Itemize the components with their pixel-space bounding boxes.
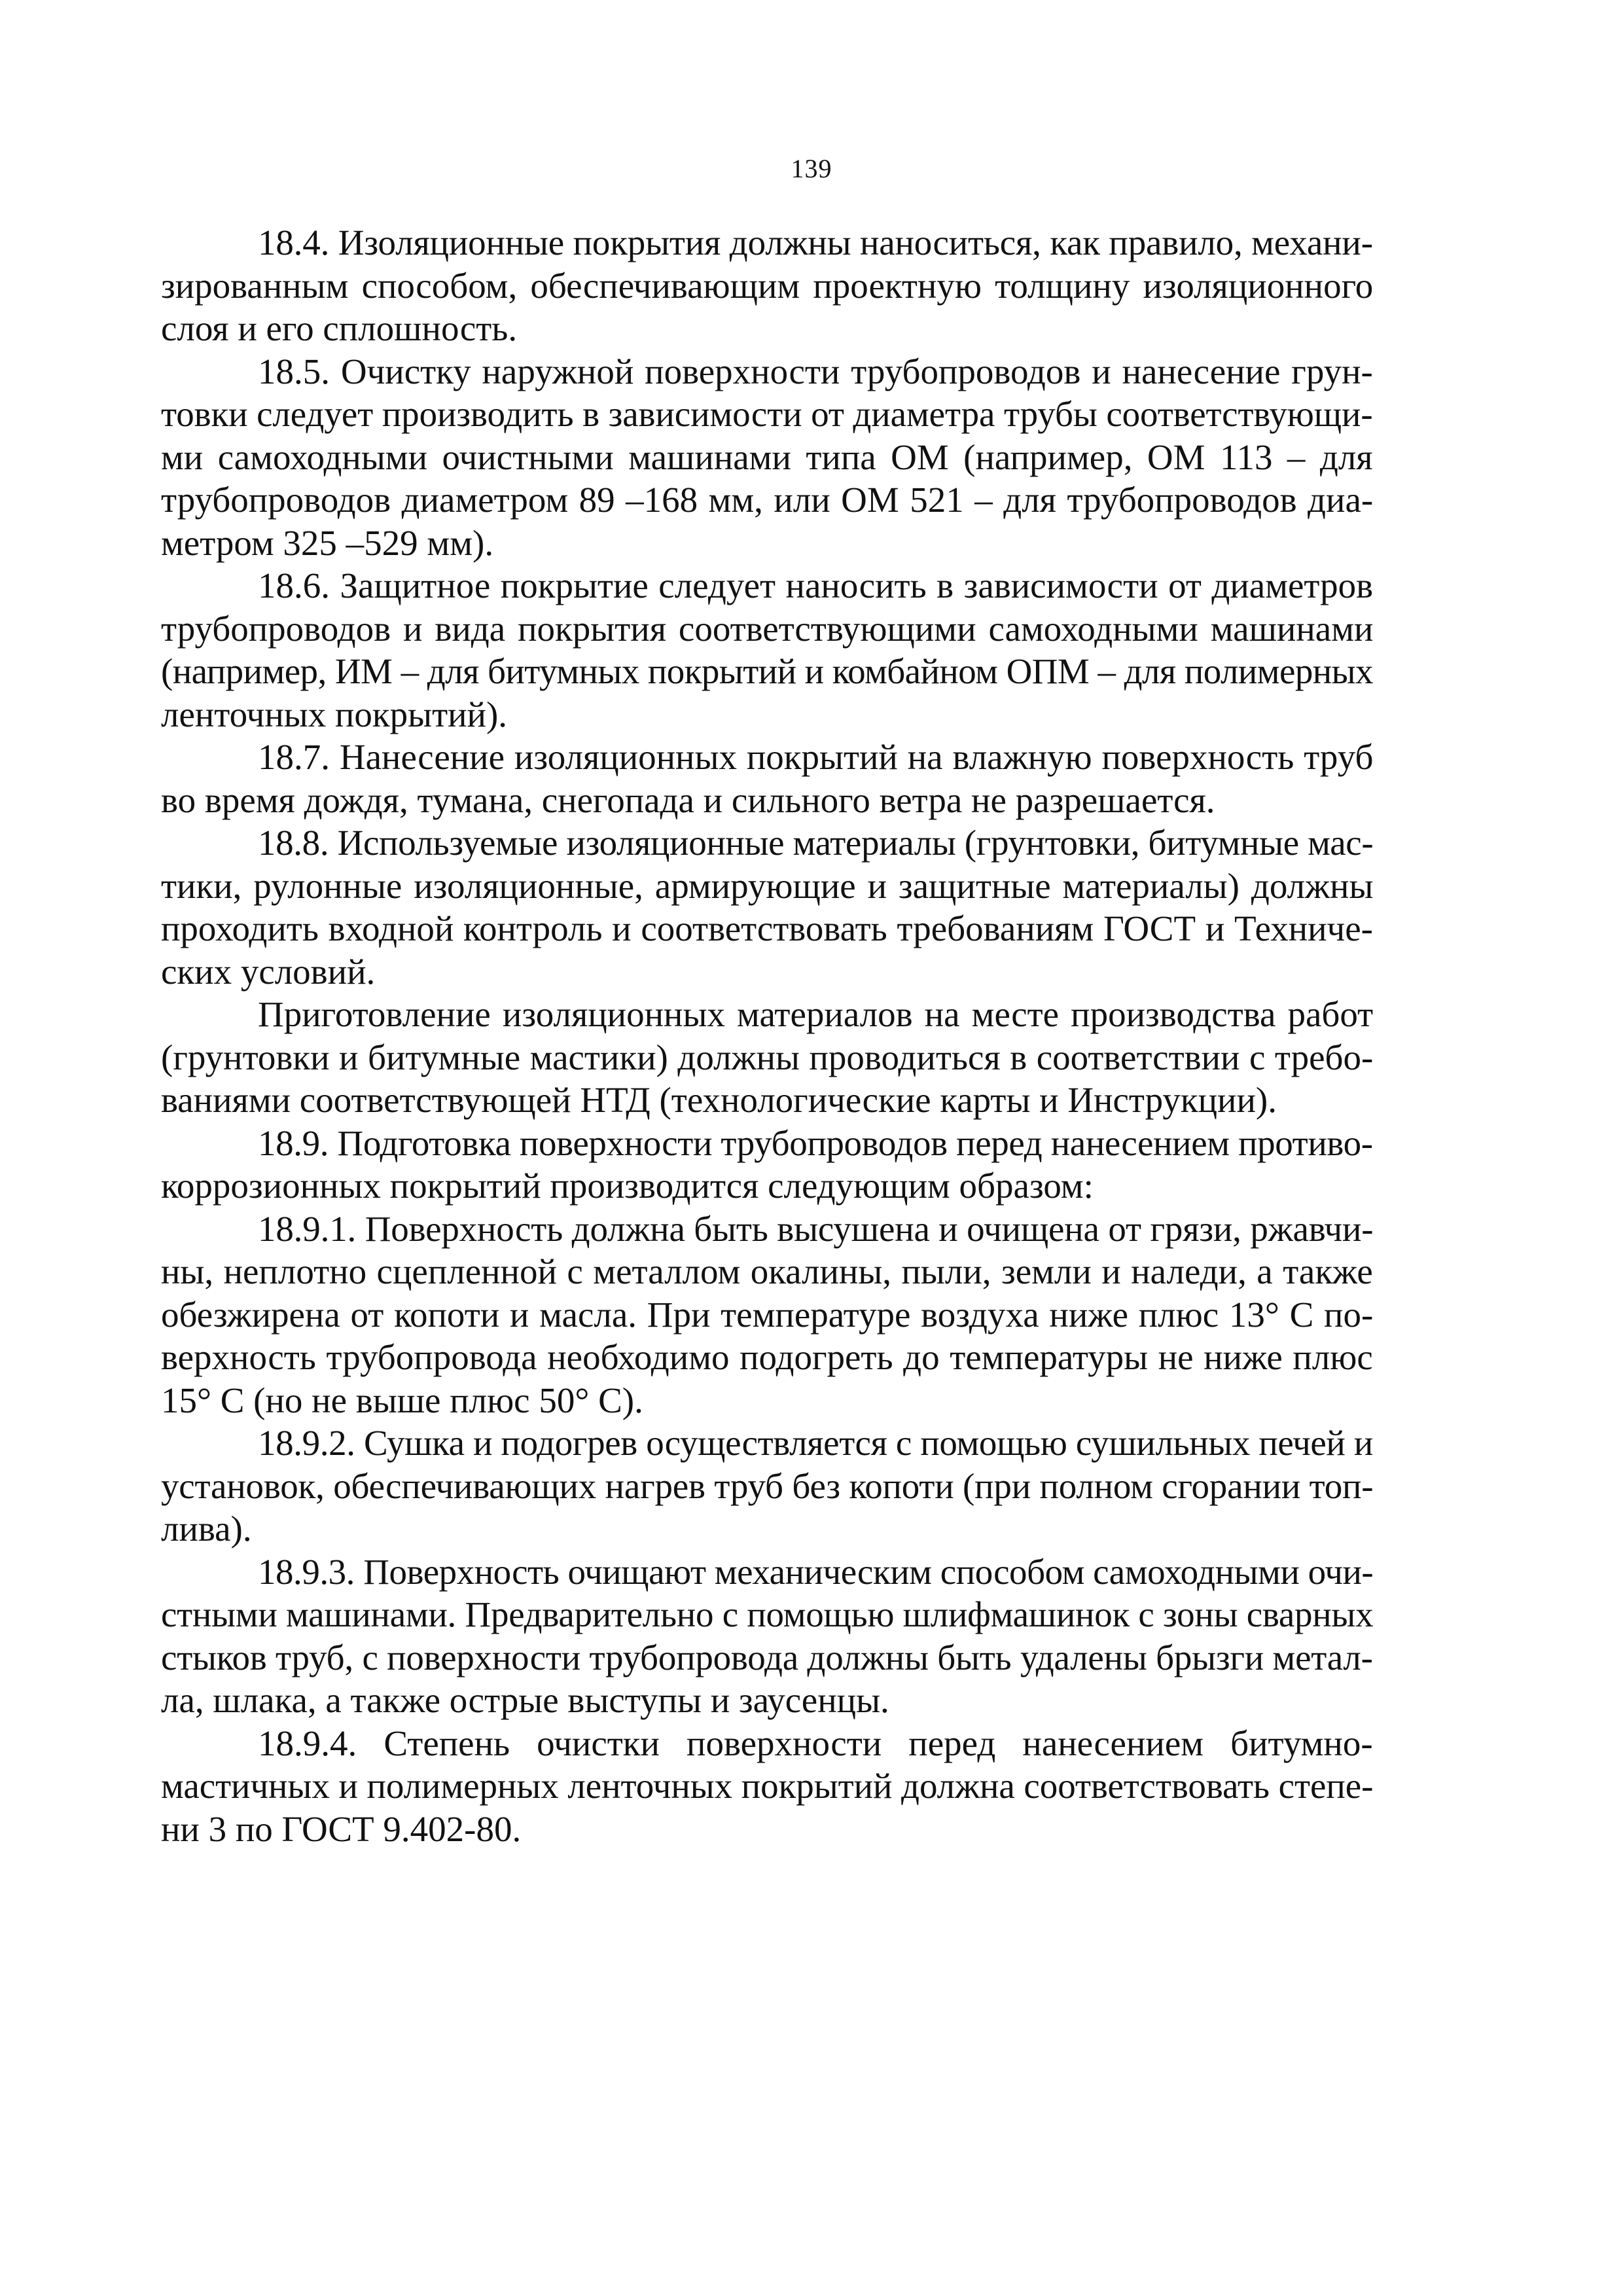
text-line: ны, неплотно сцепленной с металлом окалины, пыли, земли и наледи, а также — [161, 1251, 1373, 1291]
text-line: обезжирена от копоти и масла. При температуре воздуха ниже плюс 13° С по- — [161, 1294, 1374, 1335]
paragraph-p-preparation — [161, 993, 1470, 1122]
text-line: мастичных и полимерных ленточных покрытий должна соответствовать степе- — [161, 1766, 1374, 1806]
body-text — [161, 221, 1470, 1850]
paragraph-p18-8 — [161, 821, 1470, 993]
paragraph-p18-9 — [161, 1122, 1470, 1208]
paragraph-p18-6 — [161, 564, 1470, 736]
text-line: 18.9.2. Сушка и подогрев осуществляется с помощью сушильных печей и — [258, 1423, 1373, 1463]
text-line: 18.8. Используемые изоляционные материалы (грунтовки, битумные мас- — [258, 823, 1374, 863]
text-line: ла, шлака, а также острые выступы и заусенцы. — [161, 1680, 889, 1720]
text-line: ми самоходными очистными машинами типа ОМ (например, ОМ 113 – для — [161, 437, 1373, 477]
text-line: ваниями соответствующей НТД (технологические карты и Инструкции). — [161, 1080, 1277, 1120]
text-line: трубопроводов и вида покрытия соответствующими самоходными машинами — [161, 608, 1374, 649]
text-line: Приготовление изоляционных материалов на месте производства работ — [258, 994, 1374, 1034]
paragraph-p18-9-4 — [161, 1722, 1470, 1851]
text-line: тики, рулонные изоляционные, армирующие и защитные материалы) должны — [161, 865, 1374, 906]
paragraph-p18-7 — [161, 736, 1470, 821]
text-line: 18.9.1. Поверхность должна быть высушена и очищена от грязи, ржавчи- — [258, 1208, 1374, 1249]
text-line: проходить входной контроль и соответствовать требованиям ГОСТ и Техниче- — [161, 908, 1373, 948]
paragraph-p18-9-1 — [161, 1208, 1470, 1422]
text-line: (грунтовки и битумные мастики) должны проводиться в соответствии с требо- — [161, 1037, 1374, 1077]
text-line: слоя и его сплошность. — [161, 308, 518, 348]
text-line: коррозионных покрытий производится следующим образом: — [161, 1166, 1094, 1206]
text-line: 18.5. Очистку наружной поверхности трубопроводов и нанесение грун- — [258, 351, 1373, 391]
text-line: 18.9. Подготовка поверхности трубопроводов перед нанесением противо- — [258, 1122, 1373, 1163]
paragraph-p18-5 — [161, 350, 1470, 565]
text-line: стыков труб, с поверхности трубопровода должны быть удалены брызги метал- — [161, 1637, 1373, 1677]
text-line: 18.7. Нанесение изоляционных покрытий на влажную поверхность труб — [258, 737, 1374, 777]
text-line: 15° С (но не выше плюс 50° С). — [161, 1380, 643, 1420]
text-line: лива). — [161, 1509, 252, 1549]
paragraph-p18-9-3 — [161, 1551, 1470, 1722]
text-line: товки следует производить в зависимости от диаметра трубы соответствующи- — [161, 394, 1373, 434]
text-line: 18.6. Защитное покрытие следует наносить в зависимости от диаметров — [258, 565, 1374, 605]
text-line: установок, обеспечивающих нагрев труб без копоти (при полном сгорании топ- — [161, 1465, 1374, 1506]
text-line: (например, ИМ – для битумных покрытий и комбайном ОПМ – для полимерных — [161, 651, 1373, 691]
text-line: во время дождя, тумана, снегопада и сильного ветра не разрешается. — [161, 780, 1215, 820]
text-line: 18.9.4. Степень очистки поверхности перед нанесением битумно- — [258, 1723, 1373, 1763]
text-line: зированным способом, обеспечивающим проектную толщину изоляционного — [161, 265, 1374, 306]
text-line: ских условий. — [161, 951, 376, 992]
paragraph-p18-4 — [161, 221, 1470, 350]
text-line: 18.4. Изоляционные покрытия должны наноситься, как правило, механи- — [258, 223, 1373, 262]
text-line: 18.9.3. Поверхность очищают механическим способом самоходными очи- — [258, 1551, 1374, 1592]
text-line: верхность трубопровода необходимо подогреть до температуры не ниже плюс — [161, 1337, 1373, 1377]
text-line: ни 3 по ГОСТ 9.402-80. — [161, 1808, 522, 1849]
text-line: ленточных покрытий). — [161, 694, 508, 734]
text-line: метром 325 –529 мм). — [161, 522, 494, 563]
text-line: стными машинами. Предварительно с помощью шлифмашинок с зоны сварных — [161, 1594, 1374, 1634]
page-number: 139 — [791, 154, 832, 183]
paragraph-p18-9-2 — [161, 1422, 1470, 1551]
text-line: трубопроводов диаметром 89 –168 мм, или ОМ 521 – для трубопроводов диа- — [161, 480, 1374, 520]
